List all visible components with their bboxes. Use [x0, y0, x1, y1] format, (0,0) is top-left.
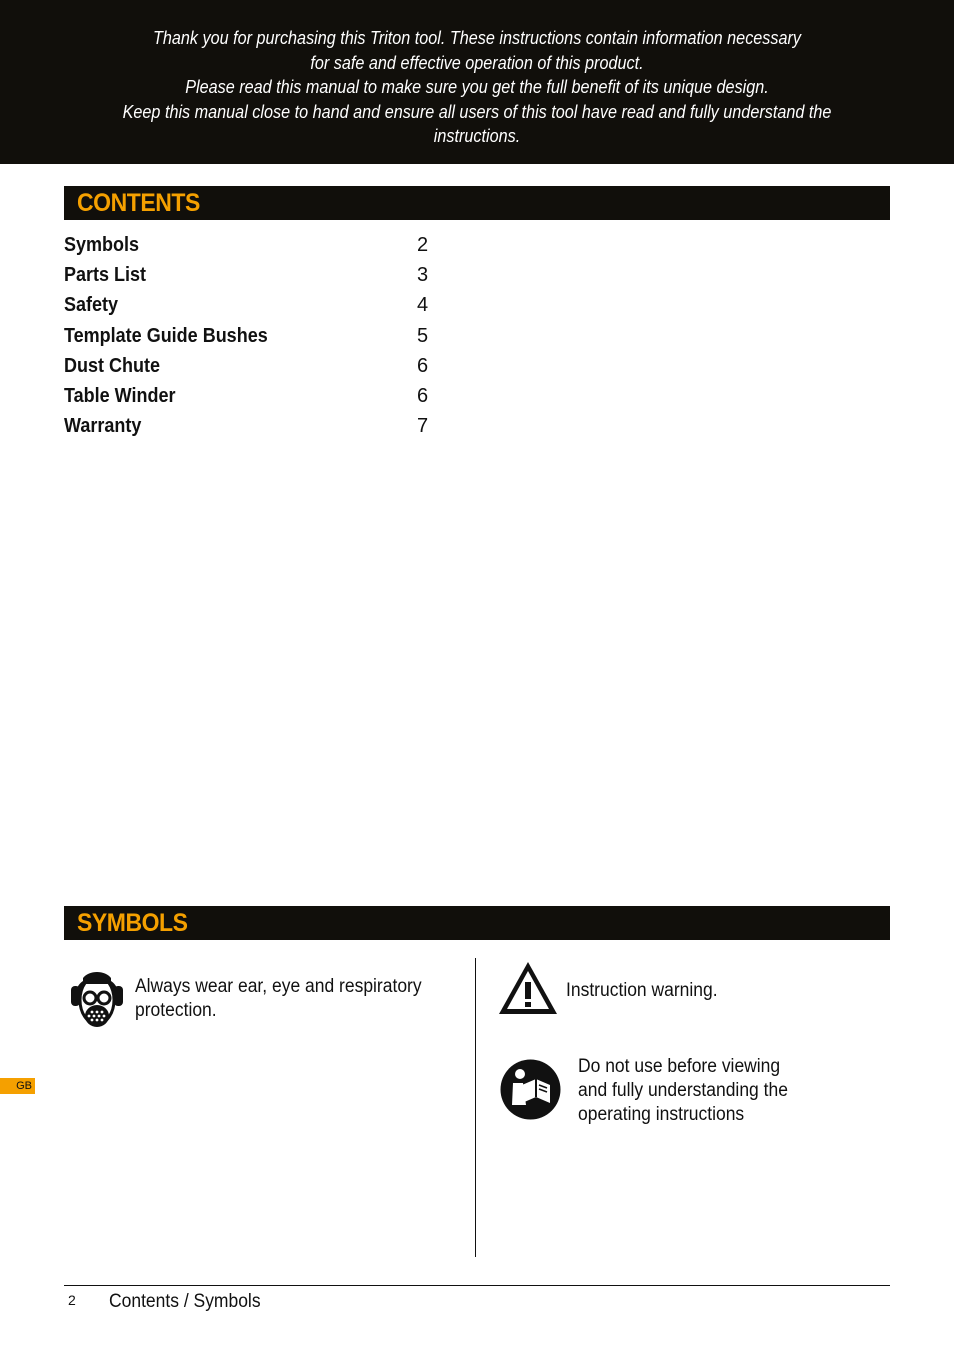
toc-page-number: 7 [417, 415, 429, 438]
toc-label: Template Guide Bushes [64, 324, 268, 347]
toc-page-number: 5 [417, 324, 429, 347]
symbol-text-line: Always wear ear, eye and respiratory [135, 976, 422, 997]
symbols-heading-bar [64, 906, 890, 940]
symbol-text-line: and fully understanding the [578, 1080, 788, 1101]
footer-section-title: Contents / Symbols [109, 1291, 261, 1312]
footer-page-number: 2 [68, 1292, 76, 1308]
toc-row[interactable] [64, 294, 444, 324]
symbol-text-line: operating instructions [578, 1104, 745, 1125]
toc-row[interactable] [64, 355, 444, 385]
intro-line: for safe and effective operation of this product. [310, 52, 644, 73]
intro-line: instructions. [433, 126, 521, 147]
toc-row[interactable] [64, 415, 444, 445]
read-manual-icon [500, 1059, 561, 1125]
toc-row[interactable] [64, 325, 444, 355]
contents-heading: CONTENTS [77, 189, 200, 217]
toc-row[interactable] [64, 264, 444, 294]
intro-line: Keep this manual close to hand and ensure all users of this tool have read and fully understand the [122, 101, 832, 122]
language-tab: GB [0, 1078, 35, 1094]
toc-page-number: 6 [417, 384, 429, 407]
protective-equipment-icon [69, 966, 125, 1035]
ppe-symbol-description [135, 975, 422, 1023]
toc-row[interactable] [64, 385, 444, 415]
toc-label: Warranty [64, 415, 142, 438]
toc-row[interactable] [64, 234, 444, 264]
symbol-text-line: protection. [135, 1000, 217, 1021]
warning-triangle-icon [497, 960, 559, 1021]
toc-label: Table Winder [64, 384, 176, 407]
toc-label: Symbols [64, 234, 140, 256]
intro-line: Please read this manual to make sure you get the full benefit of its unique design. [185, 77, 769, 98]
toc-label: Safety [64, 294, 119, 317]
toc-page-number: 3 [417, 264, 429, 287]
toc-page-number: 6 [417, 354, 429, 377]
symbol-text-line: Instruction warning. [566, 980, 718, 1001]
toc-page-number: 4 [417, 294, 429, 317]
intro-text [102, 26, 853, 149]
toc-label: Dust Chute [64, 354, 161, 377]
contents-heading-bar [64, 186, 890, 220]
column-divider [475, 958, 476, 1257]
toc-page-number: 2 [417, 234, 429, 256]
manual-symbol-description [578, 1055, 788, 1127]
table-of-contents [64, 234, 444, 445]
intro-banner [0, 0, 954, 164]
symbols-heading: SYMBOLS [77, 909, 188, 937]
symbol-text-line: Do not use before viewing [578, 1056, 781, 1077]
warning-symbol-description [566, 979, 718, 1003]
intro-line: Thank you for purchasing this Triton tool. These instructions contain information necessary [152, 28, 802, 48]
toc-label: Parts List [64, 264, 147, 287]
footer-rule [64, 1285, 890, 1286]
